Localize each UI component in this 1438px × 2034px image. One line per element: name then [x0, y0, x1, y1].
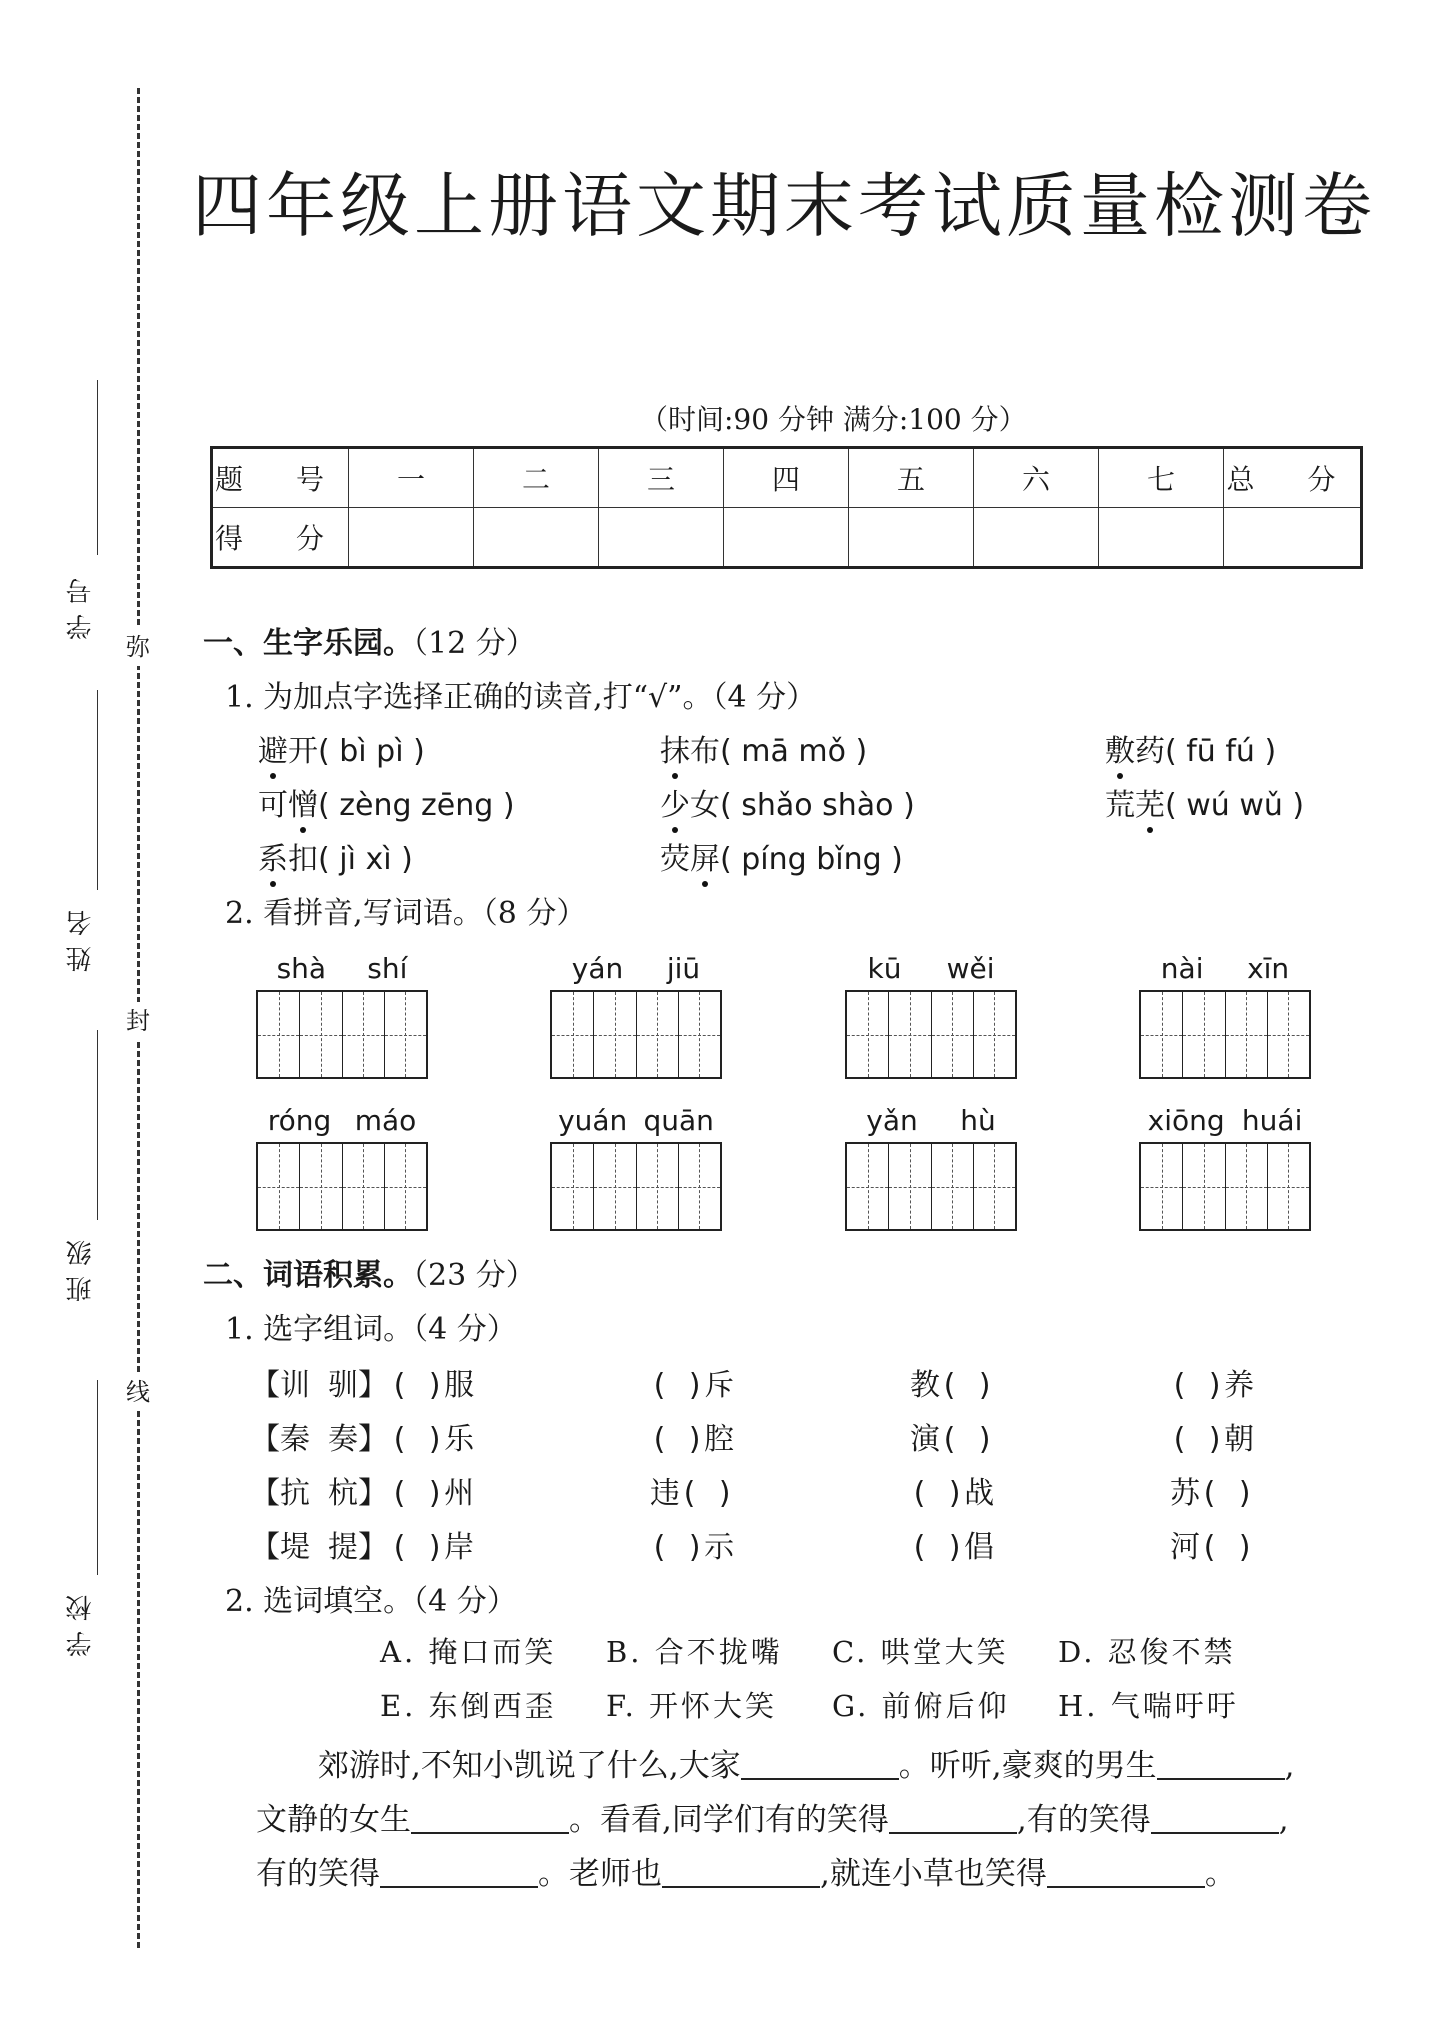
name-label: 姓名	[66, 900, 96, 972]
tianzige-grid[interactable]	[256, 990, 428, 1079]
score-cell[interactable]	[1099, 508, 1224, 568]
dotted-char: 芜	[1135, 788, 1165, 823]
pinyin-options: ( fū fú )	[1165, 734, 1277, 769]
reading-item[interactable]	[258, 834, 413, 878]
fill-blank[interactable]	[411, 1802, 569, 1834]
pinyin-options: ( shǎo shào )	[720, 788, 915, 823]
section-2-title: 二、词语积累。	[203, 1258, 413, 1293]
choice-blank[interactable]: ( )腔	[650, 1422, 735, 1457]
tianzige-grid[interactable]	[550, 990, 722, 1079]
section-2-q2-prompt: 2. 选词填空。（4 分）	[225, 1584, 517, 1619]
choice-blank[interactable]: 教( )	[910, 1368, 995, 1403]
dotted-char: 抹	[660, 734, 690, 769]
word-option: G. 前俯后仰	[832, 1689, 1010, 1723]
pinyin-options: ( bì pì )	[318, 734, 425, 769]
pinyin-options: ( wú wǔ )	[1165, 788, 1305, 823]
column-header: 二	[474, 448, 599, 508]
section-2-q1-prompt: 1. 选字组词。（4 分）	[225, 1312, 517, 1347]
pinyin-word-box[interactable]	[550, 1104, 722, 1231]
choice-blank[interactable]: ( )州	[390, 1476, 475, 1511]
choice-blank[interactable]: ( )示	[650, 1530, 735, 1565]
word-option: H. 气喘吁吁	[1058, 1689, 1239, 1723]
choice-blank[interactable]: ( )养	[1170, 1368, 1255, 1403]
score-table-score-row	[212, 508, 1362, 568]
pinyin-label: yuán quān	[558, 1104, 714, 1137]
choice-key: 【抗 杭】	[250, 1476, 389, 1511]
item-post: 女	[690, 788, 720, 823]
section-1-q1-prompt: 1. 为加点字选择正确的读音,打“√”。（4 分）	[225, 680, 817, 715]
column-header: 三	[599, 448, 724, 508]
pinyin-label: xiōng huái	[1147, 1104, 1303, 1137]
pinyin-word-box[interactable]	[845, 1104, 1017, 1231]
choice-blank[interactable]: 违( )	[650, 1476, 735, 1511]
tianzige-grid[interactable]	[1139, 1142, 1311, 1231]
dotted-char: 憎	[288, 788, 318, 823]
class-label: 班级	[66, 1230, 96, 1302]
seal-mark-feng: 封	[125, 1002, 151, 1040]
column-header: 一	[349, 448, 474, 508]
seal-mark-mi: 弥	[125, 628, 151, 666]
score-cell[interactable]	[349, 508, 474, 568]
column-header: 六	[974, 448, 1099, 508]
word-option: E. 东倒西歪	[380, 1689, 557, 1723]
student-id-field[interactable]	[97, 380, 98, 555]
passage-line-2: 文静的女生 。看看,同学们有的笑得 ,有的笑得 ,	[256, 1802, 1289, 1838]
class-field[interactable]	[97, 1030, 98, 1220]
choice-blank[interactable]: 苏( )	[1170, 1476, 1255, 1511]
choice-blank[interactable]: ( )乐	[390, 1422, 475, 1457]
score-cell[interactable]	[849, 508, 974, 568]
pinyin-label: kū wěi	[867, 952, 995, 985]
pinyin-word-box[interactable]	[256, 952, 428, 1079]
score-cell[interactable]	[1224, 508, 1362, 568]
page-title: 四年级上册语文期末考试质量检测卷	[192, 165, 1376, 247]
reading-item[interactable]	[1105, 726, 1276, 770]
reading-item[interactable]	[660, 726, 867, 770]
item-post: 布	[690, 734, 720, 769]
passage-line-1: 郊游时,不知小凯说了什么,大家 。听听,豪爽的男生 ,	[318, 1748, 1295, 1784]
item-post: 扣	[288, 842, 318, 877]
pinyin-word-box[interactable]	[1139, 952, 1311, 1079]
reading-item[interactable]	[660, 834, 903, 878]
choice-blank[interactable]: ( )斥	[650, 1368, 735, 1403]
choice-blank[interactable]: 演( )	[910, 1422, 995, 1457]
choice-blank[interactable]: 河( )	[1170, 1530, 1255, 1565]
reading-item[interactable]	[258, 726, 425, 770]
pinyin-word-box[interactable]	[845, 952, 1017, 1079]
row-header: 题 号	[212, 448, 349, 508]
fill-blank[interactable]	[1157, 1748, 1285, 1780]
pinyin-word-box[interactable]	[1139, 1104, 1311, 1231]
item-pre: 可	[258, 788, 288, 823]
fill-blank[interactable]	[380, 1856, 538, 1888]
choice-blank[interactable]: ( )倡	[910, 1530, 995, 1565]
choice-blank[interactable]: ( )服	[390, 1368, 475, 1403]
pinyin-label: yǎn hù	[866, 1104, 996, 1137]
pinyin-word-box[interactable]	[550, 952, 722, 1079]
fill-blank[interactable]	[1151, 1802, 1279, 1834]
name-field[interactable]	[97, 690, 98, 890]
fill-blank[interactable]	[1047, 1856, 1205, 1888]
passage-line-3: 有的笑得 。老师也 ,就连小草也笑得 。	[256, 1856, 1236, 1892]
reading-item[interactable]	[660, 780, 915, 824]
score-cell[interactable]	[599, 508, 724, 568]
choice-blank[interactable]: ( )岸	[390, 1530, 475, 1565]
reading-item[interactable]	[258, 780, 515, 824]
choice-key: 【训 驯】	[250, 1368, 389, 1403]
item-pre: 荒	[1105, 788, 1135, 823]
section-1-heading	[203, 618, 536, 662]
column-header: 五	[849, 448, 974, 508]
tianzige-grid[interactable]	[845, 990, 1017, 1079]
word-option: F. 开怀大笑	[606, 1689, 778, 1723]
pinyin-label: shà shí	[276, 952, 408, 985]
row-header: 得 分	[212, 508, 349, 568]
word-option: D. 忍俊不禁	[1058, 1635, 1236, 1669]
tianzige-grid[interactable]	[256, 1142, 428, 1231]
column-header: 四	[724, 448, 849, 508]
time-info: （时间:90 分钟 满分:100 分）	[640, 403, 1027, 436]
fill-blank[interactable]	[889, 1802, 1017, 1834]
score-cell[interactable]	[474, 508, 599, 568]
score-table	[210, 446, 1363, 569]
item-pre: 荧	[660, 842, 690, 877]
school-label: 学校	[66, 1585, 96, 1657]
section-2-heading	[203, 1250, 536, 1294]
choice-blank[interactable]: ( )战	[910, 1476, 995, 1511]
pinyin-options: ( jì xì )	[318, 842, 413, 877]
choice-key: 【秦 奏】	[250, 1422, 389, 1457]
fill-blank[interactable]	[662, 1856, 820, 1888]
section-1-title: 一、生字乐园。	[203, 626, 413, 661]
dotted-char: 屏	[690, 842, 720, 877]
section-1-points: （12 分）	[413, 626, 536, 661]
dotted-char: 少	[660, 788, 690, 823]
tianzige-grid[interactable]	[550, 1142, 722, 1231]
column-header: 总 分	[1224, 448, 1362, 508]
word-option: A. 掩口而笑	[380, 1635, 557, 1669]
seal-mark-xian: 线	[125, 1373, 151, 1411]
pinyin-options: ( zèng zēng )	[318, 788, 515, 823]
pinyin-options: ( píng bǐng )	[720, 842, 903, 877]
item-post: 药	[1135, 734, 1165, 769]
score-cell[interactable]	[974, 508, 1099, 568]
dotted-char: 避	[258, 734, 288, 769]
word-option: C. 哄堂大笑	[832, 1635, 1009, 1669]
section-1-q2-prompt: 2. 看拼音,写词语。（8 分）	[225, 896, 587, 931]
pinyin-label: róng máo	[267, 1104, 417, 1137]
school-field[interactable]	[97, 1380, 98, 1575]
pinyin-label: nài xīn	[1160, 952, 1290, 985]
dotted-char: 敷	[1105, 734, 1135, 769]
tianzige-grid[interactable]	[1139, 990, 1311, 1079]
pinyin-options: ( mā mǒ )	[720, 734, 868, 769]
fill-blank[interactable]	[741, 1748, 899, 1780]
column-header: 七	[1099, 448, 1224, 508]
dotted-char: 系	[258, 842, 288, 877]
pinyin-word-box[interactable]	[256, 1104, 428, 1231]
item-post: 开	[288, 734, 318, 769]
reading-item[interactable]	[1105, 780, 1304, 824]
tianzige-grid[interactable]	[845, 1142, 1017, 1231]
section-2-points: （23 分）	[413, 1258, 536, 1293]
pinyin-label: yán jiū	[571, 952, 701, 985]
choice-blank[interactable]: ( )朝	[1170, 1422, 1255, 1457]
word-option: B. 合不拢嘴	[606, 1635, 783, 1669]
score-table-header-row	[212, 448, 1362, 508]
score-cell[interactable]	[724, 508, 849, 568]
choice-key: 【堤 提】	[250, 1530, 389, 1565]
student-id-label: 学号	[66, 568, 96, 640]
